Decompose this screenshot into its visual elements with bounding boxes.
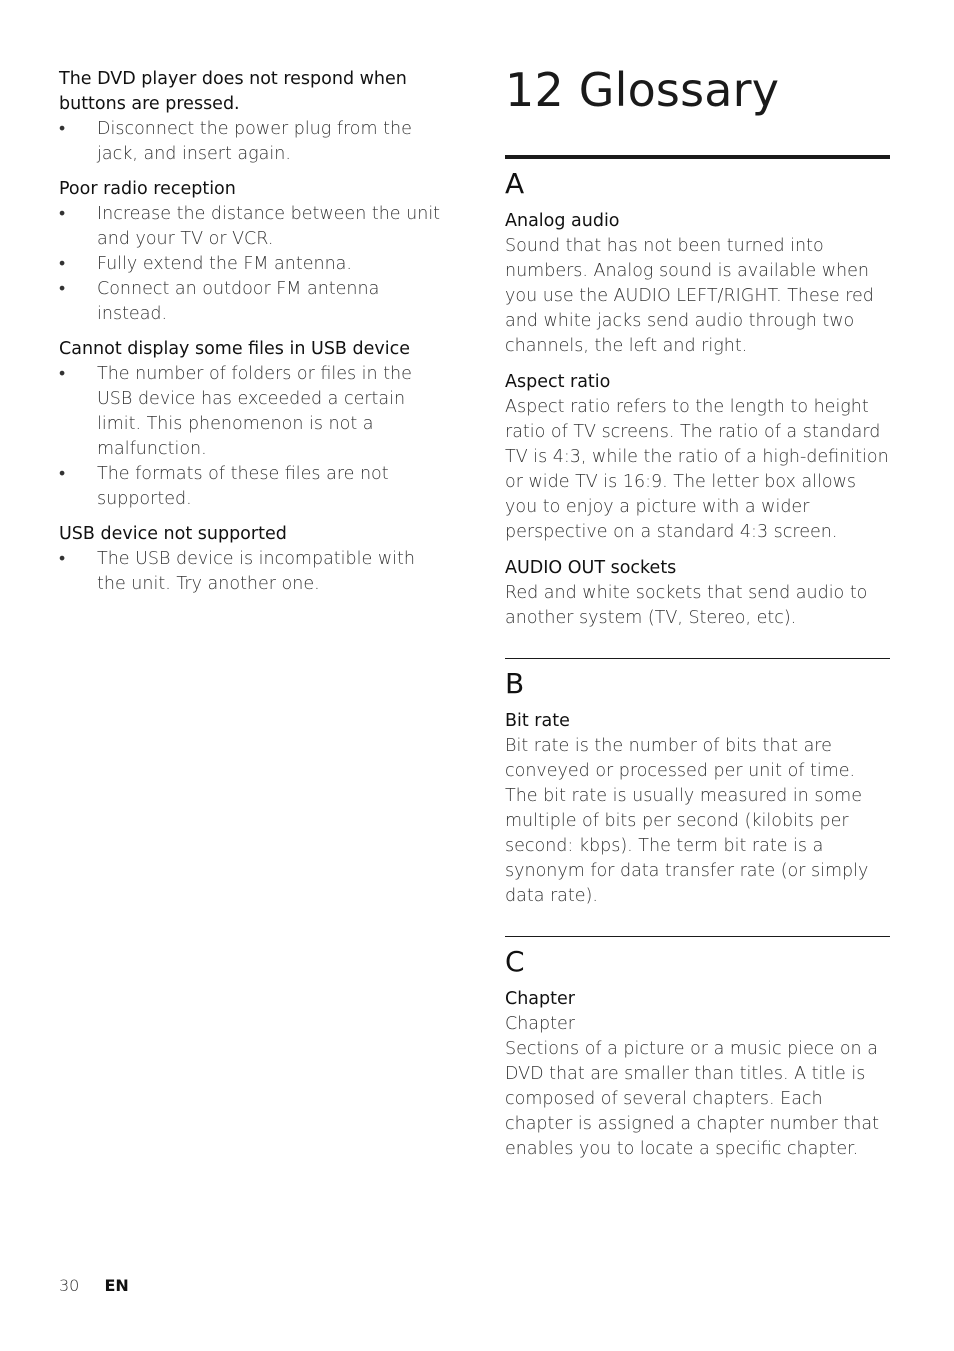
term-title: Chapter: [505, 989, 575, 1009]
troubleshooting-bullets: [59, 547, 449, 597]
glossary-term: [505, 370, 890, 545]
term-definition: Sound that has not been turned into numbers. Analog sound is available when you use the AUDIO LEFT/RIGHT. These red and white jacks send audio through two channels, the left and right.: [505, 236, 874, 356]
term-title: Analog audio: [505, 211, 620, 231]
troubleshooting-item: [59, 67, 449, 167]
section-letter: B: [505, 667, 525, 700]
glossary-term: [505, 209, 890, 359]
term-title: Aspect ratio: [505, 372, 611, 392]
troubleshooting-heading: Cannot display some files in USB device: [59, 339, 410, 359]
troubleshooting-heading: Poor radio reception: [59, 179, 236, 199]
troubleshooting-bullet: • The USB device is incompatible with the unit. Try another one.: [59, 547, 449, 597]
glossary-section-a: [505, 155, 890, 631]
term-subtitle: Chapter: [505, 1014, 575, 1034]
term-definition: Bit rate is the number of bits that are conveyed or processed per unit of time. The bit rate is usually measured in some multiple of bits per second (kilobits per second: kbps). The term bit rate is a synonym for data transfer rate (or simply data rate).: [505, 736, 869, 906]
glossary-term: [505, 987, 890, 1162]
troubleshooting-bullets: [59, 117, 449, 167]
troubleshooting-bullet: • The number of folders or files in the USB device has exceeded a certain limit. This phenomenon is not a malfunction.: [59, 362, 449, 462]
page-number: 30: [59, 1276, 80, 1295]
section-divider: [505, 155, 890, 159]
section-letter: C: [505, 945, 525, 978]
glossary-term: [505, 709, 890, 909]
page-footer: [59, 1275, 129, 1297]
troubleshooting-bullet: • Connect an outdoor FM antenna instead.: [59, 277, 449, 327]
troubleshooting-bullet: • Disconnect the power plug from the jack, and insert again.: [59, 117, 449, 167]
troubleshooting-bullet: • Increase the distance between the unit and your TV or VCR.: [59, 202, 449, 252]
section-divider: [505, 658, 890, 659]
troubleshooting-bullet: • The formats of these files are not supported.: [59, 462, 449, 512]
troubleshooting-heading: USB device not supported: [59, 524, 287, 544]
troubleshooting-item: [59, 522, 449, 597]
term-title: AUDIO OUT sockets: [505, 558, 677, 578]
troubleshooting-bullets: [59, 202, 449, 327]
term-title: Bit rate: [505, 711, 570, 731]
glossary-section-c: [505, 936, 890, 1162]
glossary-column: [505, 60, 890, 1173]
glossary-section-b: [505, 658, 890, 909]
section-letter: A: [505, 167, 525, 200]
term-definition: Sections of a picture or a music piece on a DVD that are smaller than titles. A title is composed of several chapters. Each chapter is assigned a chapter number that enables you to locate a specific chapter.: [505, 1039, 879, 1159]
chapter-title: 12 Glossary: [505, 63, 780, 117]
language-code: EN: [104, 1276, 129, 1295]
troubleshooting-column: [59, 67, 449, 607]
troubleshooting-bullets: [59, 362, 449, 512]
section-divider: [505, 936, 890, 937]
troubleshooting-item: [59, 177, 449, 327]
troubleshooting-bullet: • Fully extend the FM antenna.: [59, 252, 449, 277]
term-definition: Red and white sockets that send audio to another system (TV, Stereo, etc).: [505, 583, 868, 628]
troubleshooting-heading: The DVD player does not respond when buttons are pressed.: [59, 69, 407, 114]
glossary-term: [505, 556, 890, 631]
term-definition: Aspect ratio refers to the length to height ratio of TV screens. The ratio of a standard TV is 4:3, while the ratio of a high-definition or wide TV is 16:9. The letter box allows you to enjoy a picture with a wider perspective on a standard 4:3 screen.: [505, 397, 889, 542]
troubleshooting-item: [59, 337, 449, 512]
